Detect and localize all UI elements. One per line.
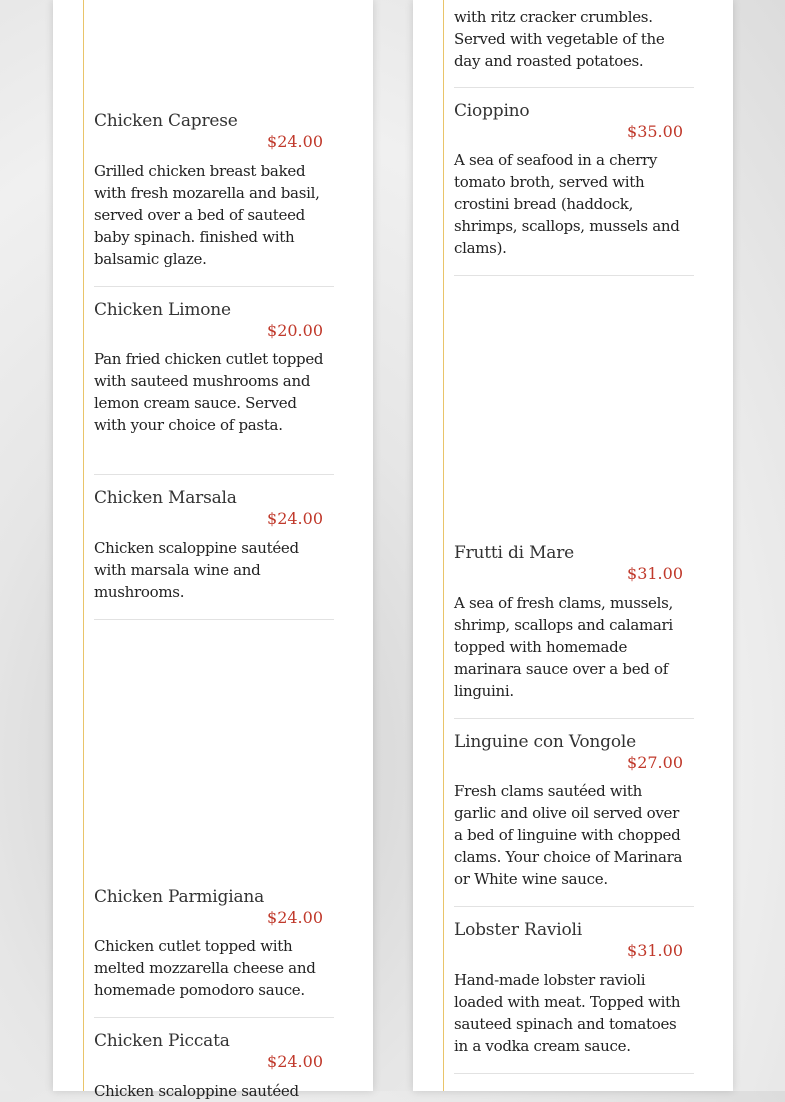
item-description: A sea of seafood in a cherry tomato broth, served with crostini bread (haddock, shrimps, scallops, mussels and clams). xyxy=(454,151,680,257)
item-price: $24.00 xyxy=(267,1052,323,1071)
item-name: Chicken Parmigiana xyxy=(94,887,265,907)
item-name: Frutti di Mare xyxy=(454,543,575,563)
item-name: Chicken Piccata xyxy=(94,1031,230,1051)
item-description: Chicken cutlet topped with melted mozzarella cheese and homemade pomodoro sauce. xyxy=(94,937,316,999)
item-price: $24.00 xyxy=(267,908,323,927)
item-description: Fresh clams sautéed with garlic and olive oil served over a bed of linguine with chopped clams. Your choice of Marinara or White wine sauce. xyxy=(454,782,683,888)
item-name: Chicken Marsala xyxy=(94,488,237,508)
accent-line xyxy=(443,0,444,1091)
menu-card-left xyxy=(53,0,373,1100)
item-name: Linguine con Vongole xyxy=(454,732,636,752)
item-name: Chicken Caprese xyxy=(94,111,238,131)
item-description: Chicken scaloppine sautéed xyxy=(94,1082,299,1100)
item-price: $31.00 xyxy=(627,941,683,960)
item-divider xyxy=(94,619,334,620)
item-name: Chicken Limone xyxy=(94,300,231,320)
item-name: Cioppino xyxy=(454,101,530,121)
accent-line xyxy=(83,0,84,1091)
item-divider xyxy=(94,1017,334,1018)
item-divider xyxy=(454,87,694,88)
item-price: $24.00 xyxy=(267,509,323,528)
item-divider xyxy=(454,275,694,276)
item-description: with ritz cracker crumbles. Served with vegetable of the day and roasted potatoes. xyxy=(454,8,665,70)
item-price: $31.00 xyxy=(627,564,683,583)
item-price: $24.00 xyxy=(267,132,323,151)
item-price: $27.00 xyxy=(627,753,683,772)
item-divider xyxy=(454,718,694,719)
item-price: $20.00 xyxy=(267,321,323,340)
item-divider xyxy=(454,1073,694,1074)
item-divider xyxy=(454,906,694,907)
item-price: $35.00 xyxy=(627,122,683,141)
item-divider xyxy=(94,474,334,475)
item-description: Grilled chicken breast baked with fresh mozarella and basil, served over a bed of sauteed baby spinach. finished with balsamic glaze. xyxy=(94,162,320,268)
item-description: Pan fried chicken cutlet topped with sauteed mushrooms and lemon cream sauce. Served with your choice of pasta. xyxy=(94,350,324,434)
item-description: Hand-made lobster ravioli loaded with meat. Topped with sauteed spinach and tomatoes in a vodka cream sauce. xyxy=(454,971,681,1055)
item-name: Lobster Ravioli xyxy=(454,920,583,940)
item-divider xyxy=(94,286,334,287)
menu-card-right xyxy=(413,0,733,1091)
item-description: A sea of fresh clams, mussels, shrimp, scallops and calamari topped with homemade marinara sauce over a bed of linguini. xyxy=(454,594,673,700)
item-description: Chicken scaloppine sautéed with marsala wine and mushrooms. xyxy=(94,539,299,601)
